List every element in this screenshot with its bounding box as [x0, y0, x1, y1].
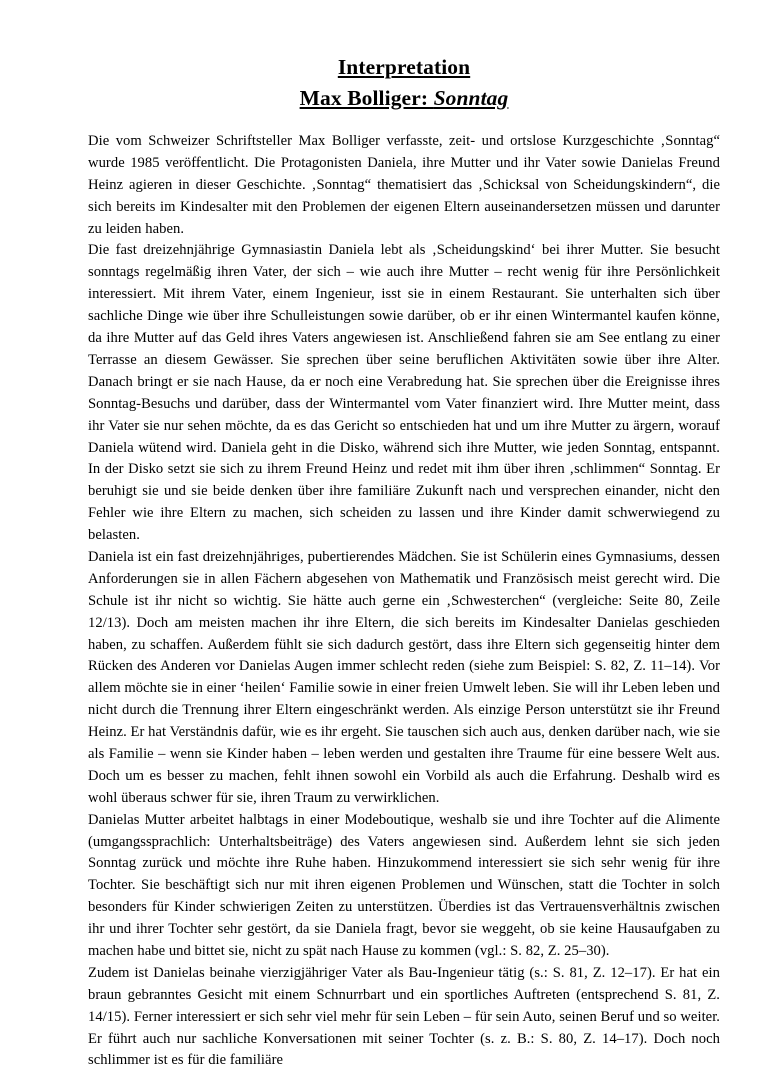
paragraph-4: Danielas Mutter arbeitet halbtags in einer Modeboutique, weshalb sie und ihre Tochter auf die Alimente (umgangssprachlich: Unterhaltsbeiträge) des Vaters angewiesen sind. Außerdem lehnt sie sich jeden Sonntag zurück und möchte ihre Ruhe haben. Hinzukommend interessiert sie sich sehr wenig für ihre Tochter. Sie beschäftigt sich nur mit ihren eigenen Problemen und Wünschen, statt die Tochter in solch besonders für Kinder schwierigen Zeiten zu unterstützen. Überdies ist das Vertrauensverhältnis zwischen ihr und ihrer Tochter sehr gestört, da sie Daniela fragt, bevor sie weggeht, ob sie keine Hausaufgaben zu machen habe und bittet sie, nicht zu spät nach Hause zu kommen (vgl.: S. 82, Z. 25–30).	[88, 811, 720, 959]
paragraph-3: Daniela ist ein fast dreizehnjähriges, pubertierendes Mädchen. Sie ist Schülerin eines Gymnasiums, dessen Anforderungen sie in allen Fächern abgesehen von Mathematik und Französisch meist gerecht wird. Die Schule ist ihr nicht so wichtig. Sie hätte auch gerne ein ‚Schwesterchen“ (vergleiche: Seite 80, Zeile 12/13). Doch am meisten machen ihr ihre Eltern, die sich bereits im Kindesalter Danielas geschieden haben, zu schaffen. Außerdem fühlt sie sich dadurch gestört, dass ihre Eltern sich gegenseitig hinter dem Rücken des Anderen vor Danielas Augen immer schlecht reden (siehe zum Beispiel: S. 82, Z. 11–14). Vor allem möchte sie in einer ‘heilen‘ Familie sowie in einer freien Umwelt leben. Sie will ihr Leben leben und nicht durch die Trennung ihrer Eltern eingeschränkt werden. Als einzige Person unterstützt sie ihr Freund Heinz. Er hat Verständnis dafür, wie es ihr ergeht. Sie tauschen sich auch aus, denken darüber nach, wie sie als Familie – wenn sie Kinder haben – leben werden und gestalten ihre Traume für eine bessere Welt aus. Doch um es besser zu machen, fehlt ihnen sowohl ein Vorbild als auch die Erfahrung. Deshalb wird es wohl überaus schwer für sie, ihren Traum zu verwirklichen.	[88, 548, 720, 806]
paragraph-1: Die vom Schweizer Schriftsteller Max Bolliger verfasste, zeit- und ortslose Kurzgeschichte ‚Sonntag“ wurde 1985 veröffentlicht. Die Protagonisten Daniela, ihre Mutter und ihr Vater sowie Danielas Freund Heinz agieren in dieser Geschichte. ‚Sonntag“ thematisiert das ‚Schicksal von Scheidungskindern“, die sich bereits im Kindesalter mit den Problemen der eigenen Eltern auseinandersetzen müssen und darunter zu leiden haben.	[88, 133, 720, 237]
paragraph-2: Die fast dreizehnjährige Gymnasiastin Daniela lebt als ‚Scheidungskind‘ bei ihrer Mutter. Sie besucht sonntags regelmäßig ihren Vater, der sich – wie auch ihre Mutter – recht wenig für ihre Persönlichkeit interessiert. Mit ihrem Vater, einem Ingenieur, isst sie in einem Restaurant. Sie unterhalten sich über sachliche Dinge wie über ihre Schulleistungen sowie darüber, ob er ihr einen Wintermantel kaufen könne, da ihre Mutter auf das Geld ihres Vaters angewiesen ist. Anschließend fahren sie am See entlang zu einer Terrasse an diesem Gewässer. Sie sprechen über seine beruflichen Aktivitäten sowie über ihre Alter. Danach bringt er sie nach Hause, da er noch eine Verabredung hat. Sie sprechen über die Ereignisse ihres Sonntag-Besuchs und darüber, dass der Wintermantel vom Vater finanziert wird. Ihre Mutter meint, dass ihr Vater sie nur sehen möchte, da es das Gericht so entschieden hat und um ihre Mutter zu ärgern, worauf Daniela wütend wird. Daniela geht in die Disko, während sich ihre Mutter, wie jeden Sonntag, entspannt. In der Disko setzt sie sich zu ihrem Freund Heinz und redet mit ihm über ihren ‚schlimmen“ Sonntag. Er beruhigt sie und sie beide denken über ihre familiäre Zukunft nach und versprechen einander, nicht den Fehler wie ihre Eltern zu machen, sich scheiden zu lassen und ihre Kinder damit schwerwiegend zu belasten.	[88, 242, 720, 544]
title-line-1: Interpretation	[337, 55, 471, 79]
title-line-2	[88, 83, 720, 114]
title-author: Max Bolliger:	[299, 85, 434, 110]
document-title	[88, 52, 720, 113]
title-work: Sonntag	[433, 85, 509, 110]
document-body	[88, 131, 720, 1072]
paragraph-5: Zudem ist Danielas beinahe vierzigjähriger Vater als Bau-Ingenieur tätig (s.: S. 81, Z. 12–17). Er hat ein braun gebranntes Gesicht mit einem Schnurrbart und ein sportliches Auftreten (entsprechend S. 81, Z. 14/15). Ferner interessiert er sich sehr viel mehr für sein Leben – für sein Auto, seinen Beruf und so weiter. Er führt auch nur sachliche Konversationen mit seiner Tochter (s. z. B.: S. 80, Z. 14–17). Doch noch schlimmer ist es für die familiäre	[88, 964, 720, 1069]
